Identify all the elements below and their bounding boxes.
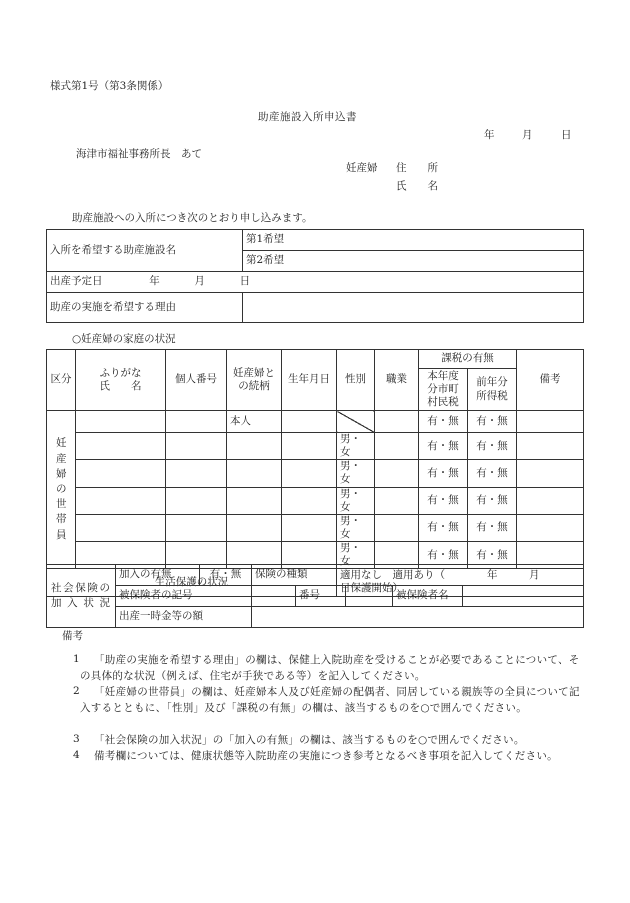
member-birthdate-cell[interactable]: [282, 433, 337, 460]
member-relationship-cell[interactable]: [227, 514, 282, 541]
insurance-table: [46, 564, 584, 628]
member-occupation-cell[interactable]: [375, 460, 419, 487]
facility-second-choice[interactable]: 第2希望: [243, 251, 584, 272]
member-remarks-cell[interactable]: [517, 514, 584, 541]
welfare-label: 生活保護の状況: [47, 569, 337, 596]
note-text: 「社会保険の加入状況」の「加入の有無」の欄は、該当するものを○で囲んでください。: [94, 734, 525, 746]
page-title: 助産施設入所申込書: [258, 111, 357, 123]
header-relationship: 妊産婦との続柄: [227, 350, 282, 411]
member-tax-current-cell[interactable]: 有・無: [419, 487, 468, 514]
facility-first-choice[interactable]: 第1希望: [243, 230, 584, 251]
intro-text: 助産施設への入所につき次のとおり申し込みます。: [72, 212, 313, 224]
member-relationship-cell[interactable]: [227, 433, 282, 460]
note-number: 4: [73, 749, 80, 761]
header-tax-prev: 前年分所得税: [468, 369, 517, 411]
applicant-address-label: 住 所: [396, 162, 438, 174]
welfare-value[interactable]: 適用なし 適用あり（ 年 月 日保護開始）: [337, 569, 584, 596]
member-number-cell[interactable]: [166, 460, 227, 487]
note-text: 「助産の実施を希望する理由」の欄は、保健上入院助産を受けることが必要であることについて、その具体的な状況（例えば、住宅が手狭である等）を記入してください。: [80, 654, 580, 683]
member-occupation-cell[interactable]: [375, 487, 419, 514]
header-individual-number: 個人番号: [166, 350, 227, 411]
insured-symbol-field[interactable]: [252, 586, 296, 607]
date-month-label: 月: [522, 129, 533, 141]
member-name-cell[interactable]: [76, 487, 166, 514]
member-sex-cell[interactable]: 男・女: [337, 542, 375, 569]
header-name: [76, 350, 166, 411]
member-sex-cell-diagonal: [337, 411, 375, 433]
reason-field[interactable]: [243, 293, 584, 323]
enrollment-label: 加入の有無: [116, 565, 200, 586]
due-date-year: 年: [149, 275, 160, 288]
member-occupation-cell[interactable]: [375, 514, 419, 541]
member-tax-prev-cell[interactable]: 有・無: [468, 542, 517, 569]
facility-label: 入所を希望する助産施設名: [47, 230, 243, 272]
member-sex-cell[interactable]: 男・女: [337, 433, 375, 460]
insurance-type-label: 保険の種類: [252, 565, 584, 586]
member-occupation-cell[interactable]: [375, 411, 419, 433]
member-tax-current-cell[interactable]: 有・無: [419, 542, 468, 569]
member-remarks-cell[interactable]: [517, 411, 584, 433]
application-table: [46, 229, 584, 323]
addressee: 海津市福祉事務所長 あて: [76, 148, 202, 160]
member-name-cell[interactable]: [76, 411, 166, 433]
member-name-cell[interactable]: [76, 433, 166, 460]
member-tax-prev-cell[interactable]: 有・無: [468, 460, 517, 487]
member-sex-cell[interactable]: 男・女: [337, 460, 375, 487]
member-sex-cell[interactable]: 男・女: [337, 487, 375, 514]
member-tax-current-cell[interactable]: 有・無: [419, 433, 468, 460]
member-birthdate-cell[interactable]: [282, 487, 337, 514]
member-birthdate-cell[interactable]: [282, 514, 337, 541]
due-date-label: 出産予定日: [50, 275, 103, 288]
division-cell: [47, 411, 76, 569]
member-tax-prev-cell[interactable]: 有・無: [468, 487, 517, 514]
header-furigana: ふりがな: [99, 366, 142, 379]
notes-heading: 備考: [62, 630, 83, 642]
member-birthdate-cell[interactable]: [282, 460, 337, 487]
header-occupation: 職業: [375, 350, 419, 411]
insured-name-field[interactable]: [463, 586, 584, 607]
header-name-label: 氏 名: [99, 380, 142, 392]
lump-sum-label: 出産一時金等の額: [116, 607, 252, 628]
note-text: 備考欄については、健康状態等入院助産の実施につき参考となるべき事項を記入してください。: [94, 750, 558, 762]
note-number: 2: [73, 685, 80, 697]
due-date-month: 月: [194, 275, 205, 288]
enrollment-value[interactable]: 有・無: [200, 565, 252, 586]
date-year-label: 年: [484, 129, 495, 141]
member-number-cell[interactable]: [166, 514, 227, 541]
note-text: 「妊産婦の世帯員」の欄は、妊産婦本人及び妊産婦の配偶者、同居している親族等の全員について記入するとともに、「性別」及び「課税の有無」の欄は、該当するものを○で囲んでください。: [80, 686, 580, 715]
applicant-name-label: 氏 名: [396, 180, 438, 192]
member-tax-current-cell[interactable]: 有・無: [419, 411, 468, 433]
member-number-cell[interactable]: [166, 487, 227, 514]
insured-number-label: 番号: [296, 586, 346, 607]
member-tax-current-cell[interactable]: 有・無: [419, 460, 468, 487]
header-remarks: 備考: [517, 350, 584, 411]
insured-symbol-label: 被保険者の記号: [116, 586, 252, 607]
member-remarks-cell[interactable]: [517, 433, 584, 460]
member-tax-prev-cell[interactable]: 有・無: [468, 514, 517, 541]
header-sex: 性別: [337, 350, 375, 411]
member-birthdate-cell[interactable]: [282, 411, 337, 433]
member-remarks-cell[interactable]: [517, 487, 584, 514]
member-relationship-cell: 本人: [227, 411, 282, 433]
due-date-row[interactable]: [47, 272, 584, 293]
lump-sum-field[interactable]: [252, 607, 584, 628]
member-number-cell[interactable]: [166, 411, 227, 433]
member-name-cell[interactable]: [76, 460, 166, 487]
member-tax-prev-cell[interactable]: 有・無: [468, 411, 517, 433]
form-number: 様式第1号（第3条関係）: [50, 80, 169, 92]
insured-name-label: 被保険者名: [393, 586, 463, 607]
insured-number-field[interactable]: [346, 586, 393, 607]
header-birthdate: 生年月日: [282, 350, 337, 411]
member-number-cell[interactable]: [166, 433, 227, 460]
family-heading: ○妊産婦の家庭の状況: [72, 333, 176, 345]
date-day-label: 日: [561, 129, 572, 141]
header-division: 区分: [47, 350, 76, 411]
member-relationship-cell[interactable]: [227, 460, 282, 487]
member-tax-prev-cell[interactable]: 有・無: [468, 433, 517, 460]
note-number: 3: [73, 733, 80, 745]
member-tax-current-cell[interactable]: 有・無: [419, 514, 468, 541]
insurance-label: 社会保険の加入状況: [47, 565, 116, 628]
member-relationship-cell[interactable]: [227, 487, 282, 514]
header-tax-group: 課税の有無: [419, 350, 517, 369]
header-tax-current: 本年度分市町村民税: [419, 369, 468, 411]
reason-label: 助産の実施を希望する理由: [47, 293, 243, 323]
applicant-label: 妊産婦: [346, 162, 378, 174]
member-occupation-cell[interactable]: [375, 433, 419, 460]
due-date-day: 日: [239, 275, 251, 288]
division-label: 妊産婦の世帯員: [56, 437, 67, 541]
member-sex-cell[interactable]: 男・女: [337, 514, 375, 541]
member-name-cell[interactable]: [76, 514, 166, 541]
member-remarks-cell[interactable]: [517, 460, 584, 487]
note-number: 1: [73, 653, 80, 665]
household-table: [46, 349, 584, 597]
